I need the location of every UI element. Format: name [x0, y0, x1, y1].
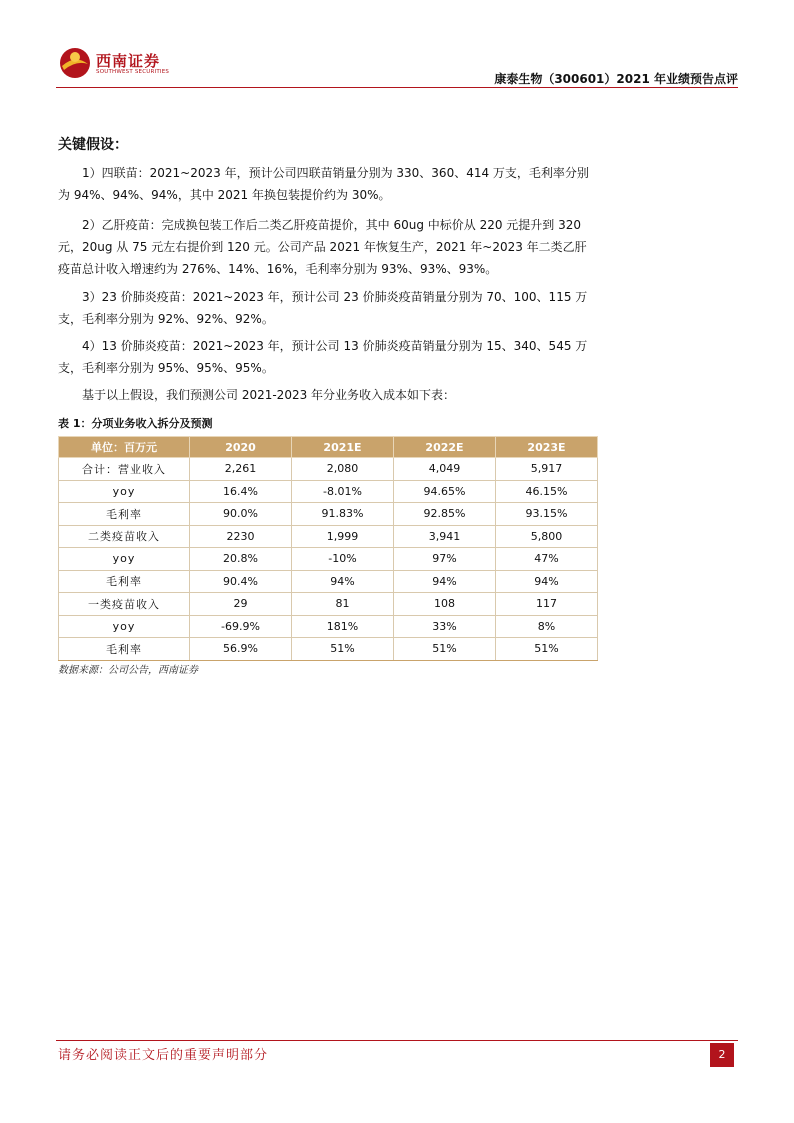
table-cell: 181% [292, 615, 394, 638]
table-cell: 51% [394, 638, 496, 661]
table-row [59, 548, 598, 571]
table-cell: 46.15% [496, 480, 598, 503]
table-cell: 94% [394, 570, 496, 593]
table-header-row [59, 437, 598, 458]
table-cell: 8% [496, 615, 598, 638]
logo-emblem-icon [58, 46, 92, 80]
table-caption: 表 1：分项业务收入拆分及预测 [58, 417, 213, 430]
report-title: 康泰生物（300601）2021 年业绩预告点评 [494, 72, 738, 86]
page-number: 2 [710, 1043, 734, 1067]
table-cell: 90.4% [190, 570, 292, 593]
table-cell: 93.15% [496, 503, 598, 526]
table-cell: 5,800 [496, 525, 598, 548]
table-cell: 3,941 [394, 525, 496, 548]
table-cell: 94.65% [394, 480, 496, 503]
logo-text-cn: 西南证券 [96, 52, 161, 70]
company-logo [58, 46, 178, 82]
table-row [59, 570, 598, 593]
paragraph-summary: 基于以上假设，我们预测公司 2021-2023 年分业务收入成本如下表： [82, 388, 456, 402]
table-cell: 16.4% [190, 480, 292, 503]
table-cell: 51% [496, 638, 598, 661]
table-row [59, 480, 598, 503]
table-source-note: 数据来源：公司公告，西南证券 [58, 665, 198, 676]
table-cell: 97% [394, 548, 496, 571]
table-row-label: 二类疫苗收入 [59, 525, 190, 548]
table-cell: 20.8% [190, 548, 292, 571]
table-row [59, 503, 598, 526]
table-cell: -8.01% [292, 480, 394, 503]
table-row-label: 毛利率 [59, 638, 190, 661]
section-title: 关键假设： [58, 137, 128, 153]
table-cell: 51% [292, 638, 394, 661]
table-row-label: 毛利率 [59, 570, 190, 593]
table-cell: 47% [496, 548, 598, 571]
table-cell: 29 [190, 593, 292, 616]
table-cell: 117 [496, 593, 598, 616]
table-row-label: yoy [59, 615, 190, 638]
table-cell: 2,080 [292, 458, 394, 481]
paragraph-hepatitis-b: 2）乙肝疫苗：完成换包装工作后二类乙肝疫苗提价，其中 60ug 中标价从 220 元提升到 320 元，20ug 从 75 元左右提价到 120 元。公司产品 2021 年恢复生产，2021 年~2023 年二类乙肝疫苗总计收入增速约为 276%、14%、16%，毛利率分别为 93%、93%、93%。 [58, 218, 587, 276]
table-cell: 33% [394, 615, 496, 638]
table-header-cell: 2023E [496, 437, 598, 458]
header-divider [56, 87, 738, 88]
table-row [59, 458, 598, 481]
footer-disclaimer: 请务必阅读正文后的重要声明部分 [58, 1048, 269, 1063]
paragraph-tetravalent: 1）四联苗：2021~2023 年，预计公司四联苗销量分别为 330、360、414 万支，毛利率分别为 94%、94%、94%，其中 2021 年换包装提价约为 30%。 [58, 166, 589, 202]
paragraph-23-valent: 3）23 价肺炎疫苗：2021~2023 年，预计公司 23 价肺炎疫苗销量分别为 70、100、115 万支，毛利率分别为 92%、92%、92%。 [58, 290, 588, 326]
table-row [59, 615, 598, 638]
table-cell: 94% [292, 570, 394, 593]
table-cell: 90.0% [190, 503, 292, 526]
revenue-forecast-table [58, 436, 598, 661]
table-row [59, 593, 598, 616]
table-cell: 108 [394, 593, 496, 616]
table-cell: 2230 [190, 525, 292, 548]
table-cell: -69.9% [190, 615, 292, 638]
table-row-label: yoy [59, 548, 190, 571]
table-cell: 4,049 [394, 458, 496, 481]
table-row [59, 638, 598, 661]
footer-divider [56, 1040, 738, 1041]
table-cell: 5,917 [496, 458, 598, 481]
table-cell: 92.85% [394, 503, 496, 526]
table-cell: 81 [292, 593, 394, 616]
table-cell: -10% [292, 548, 394, 571]
table-cell: 56.9% [190, 638, 292, 661]
table-header-cell: 2021E [292, 437, 394, 458]
table-cell: 91.83% [292, 503, 394, 526]
table-cell: 2,261 [190, 458, 292, 481]
table-row-label: 毛利率 [59, 503, 190, 526]
table-row-label: 一类疫苗收入 [59, 593, 190, 616]
table-cell: 1,999 [292, 525, 394, 548]
table-row [59, 525, 598, 548]
table-cell: 94% [496, 570, 598, 593]
table-row-label: yoy [59, 480, 190, 503]
table-row-label: 合计：营业收入 [59, 458, 190, 481]
paragraph-13-valent: 4）13 价肺炎疫苗：2021~2023 年，预计公司 13 价肺炎疫苗销量分别为 15、340、545 万支，毛利率分别为 95%、95%、95%。 [58, 339, 588, 375]
table-header-cell: 单位：百万元 [59, 437, 190, 458]
table-header-cell: 2022E [394, 437, 496, 458]
table-header-cell: 2020 [190, 437, 292, 458]
logo-text-en: SOUTHWEST SECURITIES [96, 69, 170, 75]
